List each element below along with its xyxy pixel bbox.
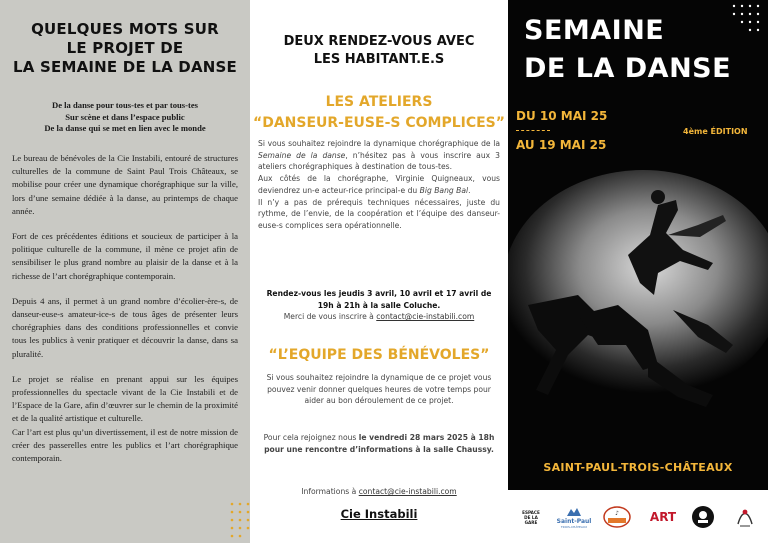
left-title-line-3: LA SEMAINE DE LA DANSE bbox=[13, 58, 237, 76]
left-paragraph-2: Fort de ces précédentes éditions et soucieux de participer à la politique culturelle de la commune, il mène ce projet afin de sensibiliser le plus grand nombre au plaisir de la danse et à la richesse de l’art chorégraphique contemporain. bbox=[12, 231, 238, 281]
saint-paul-text: Saint-Paul bbox=[556, 517, 592, 525]
date-start: DU 10 MAI 25 bbox=[516, 109, 608, 123]
espace-gare-line-1: ESPACE bbox=[522, 509, 540, 515]
city-name: SAINT-PAUL-TROIS-CHÂTEAUX bbox=[543, 461, 733, 474]
ateliers-p3: Il n’y a pas de prérequis techniques nécessaires, juste du rythme, de l’envie, de la coopération et l’équipe des danseur-euse-s complices sera opérationnelle. bbox=[258, 197, 500, 230]
left-paragraph-3: Depuis 4 ans, il permet à un grand nombre d’écolier-ère-s, de danseur-euse-s amateur-ice-s de tous âges de présenter leurs chorégraphies dans des conditions professionnelles et convie tous les publics à venir pratiquer et découvrir la danse, dans sa pluralité. bbox=[12, 295, 238, 359]
middle-heading bbox=[250, 33, 508, 69]
left-body bbox=[12, 152, 238, 477]
festival-logo bbox=[602, 500, 632, 534]
circle-logo bbox=[690, 500, 716, 534]
edition-label: 4ème ÉDITION bbox=[683, 127, 748, 136]
company-signature: Cie Instabili bbox=[340, 507, 418, 521]
left-title bbox=[0, 20, 250, 77]
instabili-emblem-icon bbox=[732, 504, 758, 530]
left-title-line-2: LE PROJET DE bbox=[66, 39, 184, 57]
info-text: Informations à bbox=[301, 487, 359, 496]
ateliers-title-line-2: “DANSEUR-EUSE-S COMPLICES” bbox=[253, 115, 505, 131]
ateliers-p1-italic: Semaine de la danse bbox=[258, 150, 346, 160]
section-benevoles-title: “L’EQUIPE DES BÉNÉVOLES” bbox=[268, 347, 490, 363]
benevoles-meeting-date: le vendredi 28 mars 2025 à 18h pour une rencontre d’informations à la salle Chaussy. bbox=[264, 433, 495, 454]
festival-emblem-icon bbox=[603, 503, 631, 531]
intro-line-2: Sur scène et dans l’espace public bbox=[65, 111, 185, 122]
section-ateliers-title bbox=[250, 92, 508, 134]
round-badge-icon bbox=[691, 505, 715, 529]
benevoles-meeting-text: Pour cela rejoignez nous bbox=[263, 433, 359, 442]
ateliers-description bbox=[258, 138, 500, 232]
instabili-logo bbox=[730, 500, 760, 534]
info-line bbox=[258, 486, 500, 498]
ateliers-p2-a: Aux côtés de la chorégraphe, Virginie Quigneaux, vous deviendrez un-e acteur-rice principal-e du bbox=[258, 174, 500, 195]
dancers-photo bbox=[508, 155, 768, 455]
left-paragraph-4: Le projet se réalise en prenant appui sur les équipes professionnelles du spectacle vivant de la Cie Instabili et de l’Espace de la Gare, afin d’œuvrer sur le chemin de la proximité et de la qualité artistique et culturelle. bbox=[12, 373, 238, 424]
event-title bbox=[524, 12, 731, 88]
middle-heading-line-1: DEUX RENDEZ-VOUS AVEC bbox=[283, 34, 475, 49]
date-end: AU 19 MAI 25 bbox=[516, 138, 607, 152]
contact-email-link[interactable]: contact@cie-instabili.com bbox=[376, 312, 475, 322]
ateliers-p2-italic: Big Bang Bal bbox=[419, 185, 469, 195]
middle-heading-line-2: LES HABITANT.E.S bbox=[313, 52, 445, 67]
svg-text:♪: ♪ bbox=[615, 510, 619, 517]
cinema-art-text: ART bbox=[649, 510, 677, 524]
left-title-line-1: QUELQUES MOTS SUR bbox=[31, 20, 219, 38]
partner-logos bbox=[508, 490, 768, 543]
intro-line-3: De la danse qui se met en lien avec le monde bbox=[44, 123, 206, 133]
left-paragraph-1: Le bureau de bénévoles de la Cie Instabili, entouré de structures culturelles de la commune de Saint Paul Trois Châteaux, se mobilise pour créer une dynamique chorégraphique sur la ville, lors d’une semaine dédiée à la danse, au printemps de chaque année. bbox=[12, 153, 238, 216]
espace-gare-line-3: GARE bbox=[524, 519, 538, 525]
right-panel bbox=[508, 0, 768, 490]
decorative-dots-right bbox=[730, 2, 764, 36]
rendezvous-text: Merci de vous inscrire à bbox=[283, 312, 377, 322]
cinema-art-logo bbox=[646, 500, 680, 534]
left-panel bbox=[0, 0, 250, 543]
benevoles-description: Si vous souhaitez rejoindre la dynamique de ce projet vous pouvez venir donner quelques heures de votre temps pour aider au bon déroulement de ce projet. bbox=[266, 373, 492, 406]
espace-gare-line-2: DE LA bbox=[524, 514, 538, 520]
intro-line-1: De la danse pour tous-tes et par tous-tes bbox=[51, 100, 198, 110]
rendezvous-dates: Rendez-vous les jeudis 3 avril, 10 avril et 17 avril de 19h à 21h à la salle Coluche. bbox=[266, 289, 492, 310]
saint-paul-subtext: TROIS-CHÂTEAUX bbox=[560, 524, 588, 529]
ateliers-p2-b: . bbox=[468, 185, 471, 195]
date-separator bbox=[516, 130, 550, 131]
left-paragraph-5: Car l’art est plus qu’un divertissement, il est de notre mission de créer des passerelles entre les publics et l’art chorégraphique contemporain. bbox=[12, 426, 238, 464]
left-intro bbox=[0, 100, 250, 135]
ateliers-title-line-1: LES ATELIERS bbox=[325, 94, 433, 110]
ateliers-p1-b: , n’hésitez pas à vous inscrire aux 3 ateliers chorégraphiques à destination de tous-tes. bbox=[258, 150, 500, 172]
ateliers-rendezvous bbox=[258, 288, 500, 323]
espace-de-la-gare-logo bbox=[518, 500, 544, 534]
event-title-line-2: DE LA DANSE bbox=[524, 53, 732, 84]
ateliers-p1-a: Si vous souhaitez rejoindre la dynamique chorégraphique de la bbox=[258, 139, 500, 148]
saint-paul-emblem-icon bbox=[565, 506, 583, 518]
info-email-link[interactable]: contact@cie-instabili.com bbox=[358, 487, 457, 496]
saint-paul-logo bbox=[552, 500, 596, 534]
event-title-line-1: SEMAINE bbox=[524, 15, 665, 46]
benevoles-meeting bbox=[258, 432, 500, 455]
middle-panel bbox=[250, 0, 508, 543]
